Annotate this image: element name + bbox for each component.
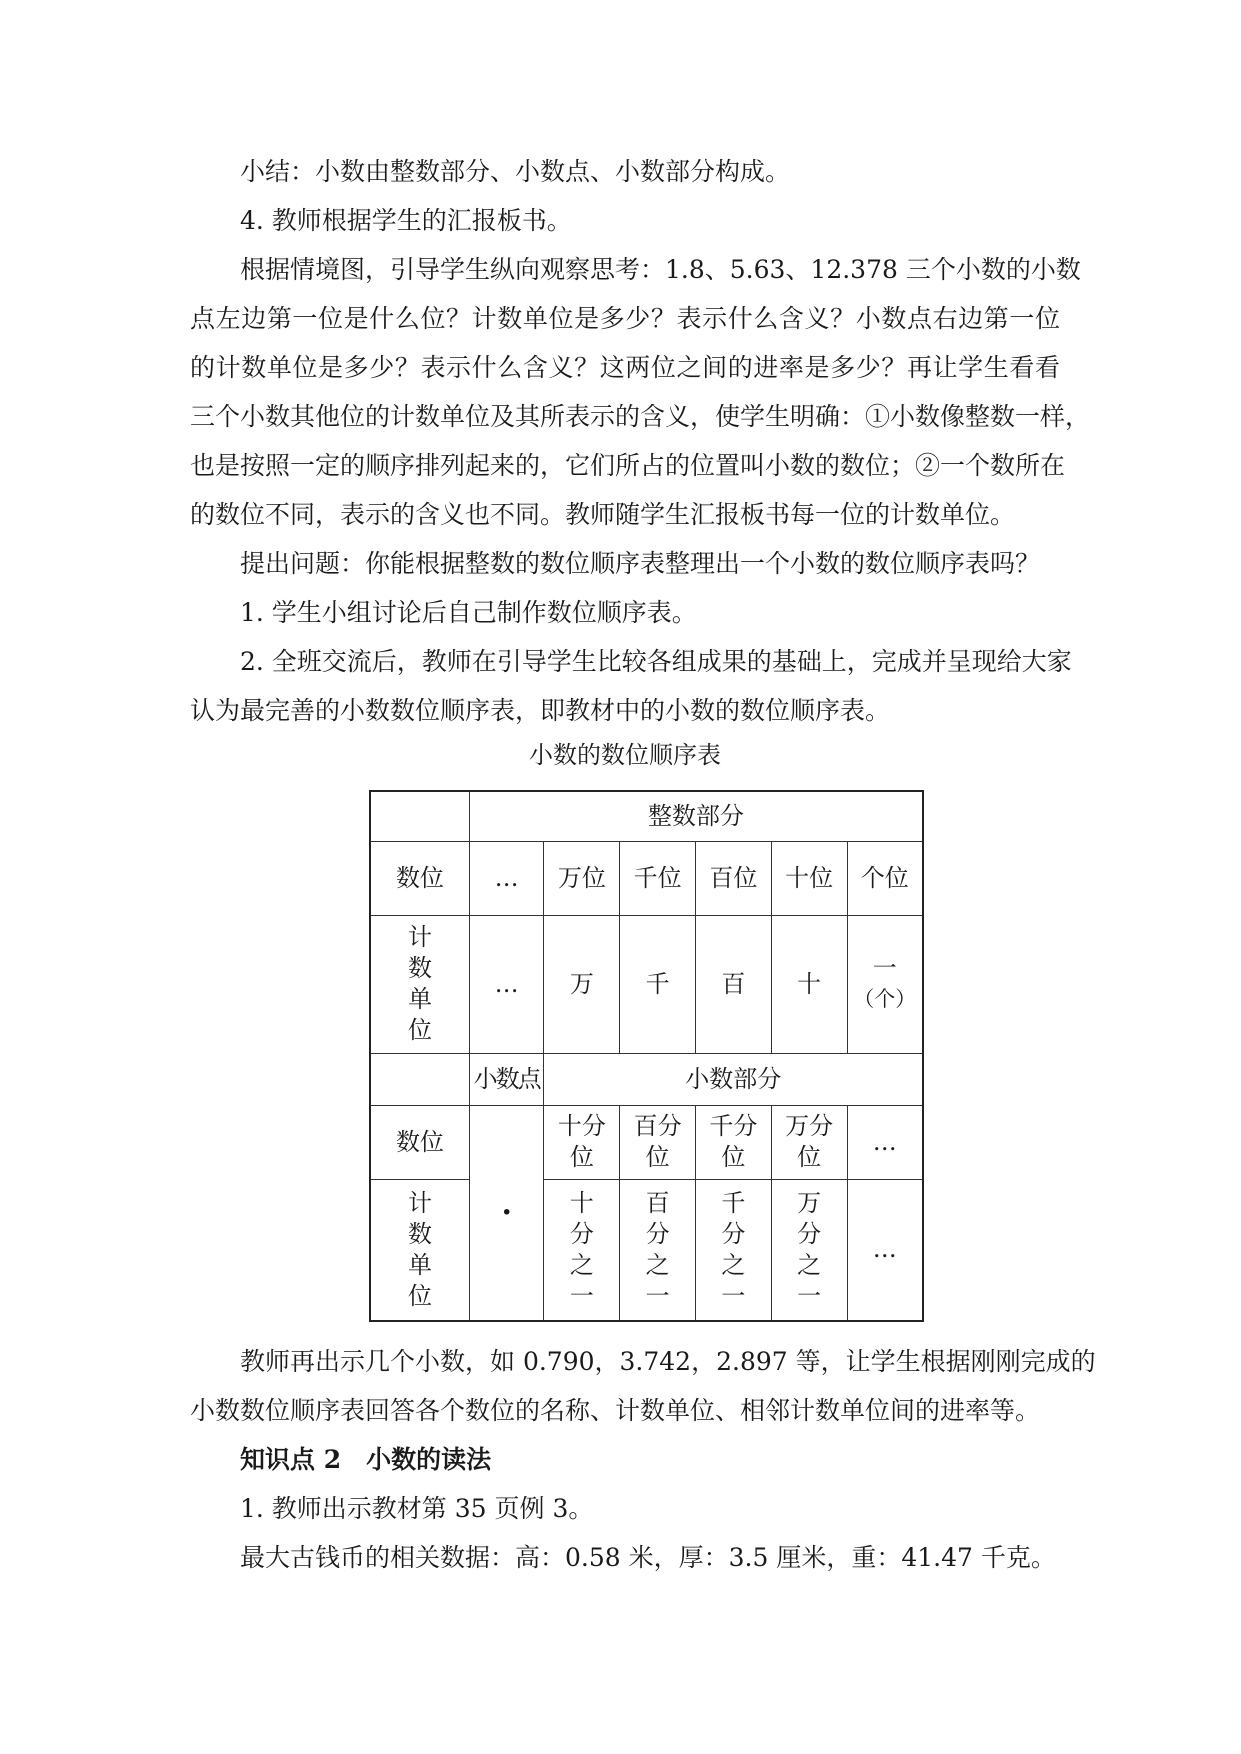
- row-label-unit: 计数单位: [370, 1179, 469, 1321]
- int-unit-cell: [847, 915, 923, 1053]
- row-label-place: 数位: [370, 1105, 469, 1179]
- table-row: [370, 1105, 923, 1179]
- paragraph-line: 的数位不同，表示的含义也不同。教师随学生汇报板书每一位的计数单位。: [190, 500, 1016, 529]
- paragraph-line: 三个小数其他位的计数单位及其所表示的含义，使学生明确：①小数像整数一样，: [190, 402, 1091, 431]
- int-place-cell: 十位: [771, 841, 847, 915]
- table-row: [370, 1053, 923, 1105]
- table-cell-empty: [370, 791, 469, 841]
- place-value-table: [369, 790, 924, 1322]
- final-line: 1. 教师出示教材第 35 页例 3。: [240, 1494, 594, 1523]
- int-unit-cell: 百: [695, 915, 771, 1053]
- integer-part-header: 整数部分: [469, 791, 923, 841]
- dec-unit-cell: 万分之一: [771, 1179, 847, 1321]
- dec-unit-cell: 十分之一: [544, 1179, 620, 1321]
- dec-place-cell: 百分位: [620, 1105, 696, 1179]
- step-1-line: 1. 学生小组讨论后自己制作数位顺序表。: [240, 598, 697, 627]
- step-2-line: 2. 全班交流后，教师在引导学生比较各组成果的基础上，完成并呈现给大家: [240, 647, 1072, 676]
- paragraph-line: 点左边第一位是什么位？计数单位是多少？表示什么含义？小数点右边第一位: [190, 304, 1060, 333]
- decimal-point-cell: ·: [469, 1105, 544, 1321]
- section-heading: 知识点 2 小数的读法: [240, 1445, 492, 1474]
- ellipsis-cell: …: [847, 1179, 923, 1321]
- table-cell-empty: [370, 1053, 469, 1105]
- table-row: [370, 841, 923, 915]
- summary-line: 小结：小数由整数部分、小数点、小数部分构成。: [240, 157, 791, 186]
- ellipsis-cell: …: [469, 841, 544, 915]
- paragraph-line: 根据情境图，引导学生纵向观察思考：1.8、5.63、12.378 三个小数的小数: [240, 255, 1081, 284]
- after-table-line: 小数数位顺序表回答各个数位的名称、计数单位、相邻计数单位间的进率等。: [190, 1396, 1041, 1425]
- table-row: [370, 1179, 923, 1321]
- paragraph-line: 也是按照一定的顺序排列起来的，它们所占的位置叫小数的数位；②一个数所在: [190, 451, 1066, 480]
- table-row: [370, 915, 923, 1053]
- paragraph-line: 认为最完善的小数数位顺序表，即教材中的小数的数位顺序表。: [190, 696, 891, 725]
- int-place-cell: 个位: [847, 841, 923, 915]
- final-line: 最大古钱币的相关数据：高：0.58 米，厚：3.5 厘米，重：41.47 千克。: [240, 1543, 1056, 1572]
- step-4-line: 4. 教师根据学生的汇报板书。: [240, 206, 572, 235]
- dec-place-cell: 万分位: [771, 1105, 847, 1179]
- after-table-line: 教师再出示几个小数，如 0.790，3.742，2.897 等，让学生根据刚刚完成的: [240, 1347, 1096, 1376]
- paragraph-line: 的计数单位是多少？表示什么含义？这两位之间的进率是多少？再让学生看看: [190, 353, 1060, 382]
- int-place-cell: 万位: [544, 841, 620, 915]
- int-unit-cell: 千: [620, 915, 696, 1053]
- dec-unit-cell: 百分之一: [620, 1179, 696, 1321]
- dec-unit-cell: 千分之一: [695, 1179, 771, 1321]
- ellipsis-cell: …: [847, 1105, 923, 1179]
- unit-one-paren: （个）: [853, 987, 917, 1011]
- row-label-place: 数位: [370, 841, 469, 915]
- table-row: [370, 791, 923, 841]
- decimal-part-header: 小数部分: [544, 1053, 923, 1105]
- dec-place-cell: 千分位: [695, 1105, 771, 1179]
- int-place-cell: 百位: [695, 841, 771, 915]
- decimal-point-header: 小数点: [469, 1053, 544, 1105]
- table-caption: 小数的数位顺序表: [529, 741, 721, 769]
- int-unit-cell: 十: [771, 915, 847, 1053]
- unit-one: 一: [872, 954, 897, 982]
- dec-place-cell: 十分位: [544, 1105, 620, 1179]
- ellipsis-cell: …: [469, 915, 544, 1053]
- int-unit-cell: 万: [544, 915, 620, 1053]
- int-place-cell: 千位: [620, 841, 696, 915]
- question-line: 提出问题：你能根据整数的数位顺序表整理出一个小数的数位顺序表吗？: [240, 549, 1041, 578]
- row-label-unit: 计数单位: [370, 915, 469, 1053]
